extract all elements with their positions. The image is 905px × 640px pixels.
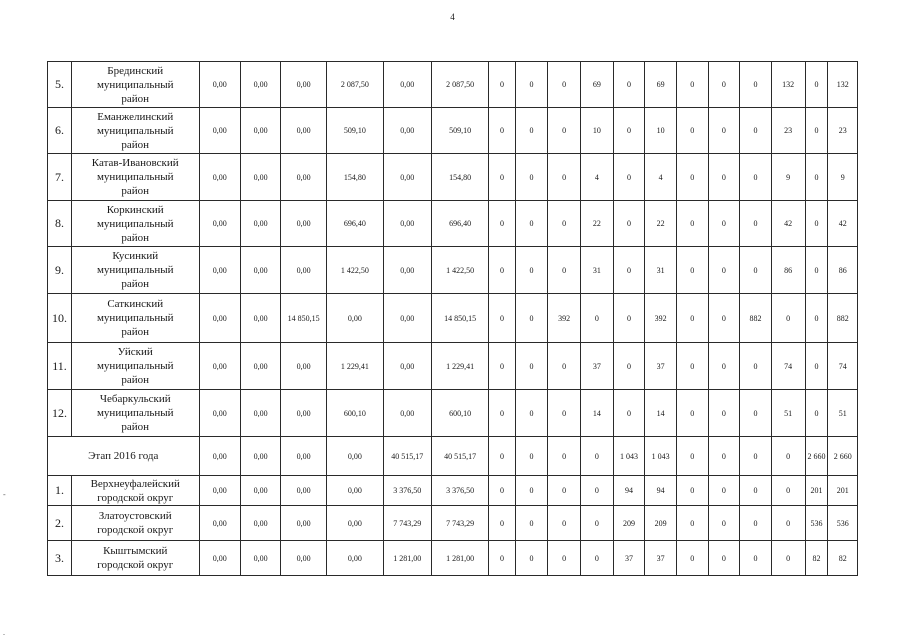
row-number: 12. xyxy=(48,390,72,437)
value-cell: 0 xyxy=(708,506,740,541)
value-cell: 9 xyxy=(771,154,805,201)
value-cell: 0,00 xyxy=(199,390,240,437)
value-cell: 0 xyxy=(489,62,515,108)
value-cell: 0 xyxy=(676,343,708,390)
margin-mark: - xyxy=(3,490,6,499)
value-cell: 0 xyxy=(613,390,645,437)
value-cell: 74 xyxy=(771,343,805,390)
value-cell: 0,00 xyxy=(281,506,327,541)
value-cell: 14 850,15 xyxy=(431,294,489,343)
municipality-name xyxy=(71,541,199,576)
page-number: 4 xyxy=(450,12,455,22)
value-cell: 536 xyxy=(805,506,828,541)
value-cell: 0 xyxy=(489,541,515,576)
table-row xyxy=(48,506,858,541)
value-cell: 1 422,50 xyxy=(327,247,384,294)
value-cell: 0 xyxy=(676,437,708,476)
name-line: муниципальный xyxy=(96,124,174,137)
name-line: Саткинский xyxy=(107,298,164,310)
value-cell: 0,00 xyxy=(240,437,280,476)
value-cell: 882 xyxy=(828,294,858,343)
value-cell: 392 xyxy=(548,294,581,343)
value-cell: 0 xyxy=(805,108,828,154)
value-cell: 0 xyxy=(548,437,581,476)
value-cell: 201 xyxy=(828,476,858,506)
value-cell: 0 xyxy=(676,108,708,154)
value-cell: 0 xyxy=(676,247,708,294)
municipality-name xyxy=(71,476,199,506)
value-cell: 0,00 xyxy=(281,201,327,247)
table-row xyxy=(48,294,858,343)
value-cell: 42 xyxy=(828,201,858,247)
value-cell: 0 xyxy=(708,390,740,437)
value-cell: 0 xyxy=(805,154,828,201)
value-cell: 0 xyxy=(740,154,772,201)
value-cell: 1 229,41 xyxy=(327,343,384,390)
municipality-name xyxy=(71,506,199,541)
value-cell: 0 xyxy=(676,62,708,108)
value-cell: 0 xyxy=(548,476,581,506)
value-cell: 0,00 xyxy=(199,294,240,343)
value-cell: 0 xyxy=(740,541,772,576)
value-cell: 0,00 xyxy=(383,294,431,343)
value-cell: 209 xyxy=(645,506,677,541)
value-cell: 0 xyxy=(515,108,548,154)
value-cell: 0 xyxy=(515,476,548,506)
value-cell: 0 xyxy=(515,247,548,294)
value-cell: 82 xyxy=(828,541,858,576)
value-cell: 1 229,41 xyxy=(431,343,489,390)
row-number: 2. xyxy=(48,506,72,541)
value-cell: 0 xyxy=(489,390,515,437)
row-number: 8. xyxy=(48,201,72,247)
value-cell: 94 xyxy=(645,476,677,506)
value-cell: 0,00 xyxy=(383,390,431,437)
value-cell: 0,00 xyxy=(281,541,327,576)
value-cell: 37 xyxy=(645,541,677,576)
value-cell: 0 xyxy=(581,541,614,576)
value-cell: 0,00 xyxy=(281,476,327,506)
value-cell: 40 515,17 xyxy=(383,437,431,476)
value-cell: 0,00 xyxy=(383,62,431,108)
name-line: Верхнеуфалейский xyxy=(90,477,180,490)
value-cell: 51 xyxy=(828,390,858,437)
value-cell: 9 xyxy=(828,154,858,201)
value-cell: 0 xyxy=(771,541,805,576)
value-cell: 0,00 xyxy=(383,108,431,154)
value-cell: 0,00 xyxy=(240,541,280,576)
value-cell: 209 xyxy=(613,506,645,541)
value-cell: 0,00 xyxy=(240,390,280,437)
value-cell: 2 087,50 xyxy=(431,62,489,108)
value-cell: 7 743,29 xyxy=(431,506,489,541)
value-cell: 0,00 xyxy=(281,343,327,390)
value-cell: 0 xyxy=(805,390,828,437)
value-cell: 0 xyxy=(805,343,828,390)
municipality-name xyxy=(71,108,199,154)
value-cell: 154,80 xyxy=(431,154,489,201)
value-cell: 0 xyxy=(548,108,581,154)
value-cell: 696,40 xyxy=(327,201,384,247)
name-line: Катав-Ивановский xyxy=(91,157,179,169)
table-body xyxy=(48,62,858,576)
name-line: Кусинкий xyxy=(112,250,159,262)
value-cell: 0,00 xyxy=(281,390,327,437)
value-cell: 14 xyxy=(645,390,677,437)
value-cell: 0,00 xyxy=(327,476,384,506)
name-line: муниципальный xyxy=(96,407,174,419)
value-cell: 0 xyxy=(740,201,772,247)
name-line: муниципальный xyxy=(96,171,174,183)
value-cell: 0,00 xyxy=(327,294,384,343)
value-cell: 31 xyxy=(581,247,614,294)
value-cell: 0 xyxy=(771,506,805,541)
value-cell: 0,00 xyxy=(281,154,327,201)
value-cell: 0,00 xyxy=(383,343,431,390)
table-row xyxy=(48,247,858,294)
value-cell: 0 xyxy=(548,201,581,247)
value-cell: 0,00 xyxy=(199,154,240,201)
row-number: 7. xyxy=(48,154,72,201)
value-cell: 392 xyxy=(645,294,677,343)
value-cell: 0,00 xyxy=(199,108,240,154)
value-cell: 0 xyxy=(708,154,740,201)
value-cell: 1 043 xyxy=(645,437,677,476)
value-cell: 0 xyxy=(515,294,548,343)
value-cell: 69 xyxy=(581,62,614,108)
value-cell: 0,00 xyxy=(240,62,280,108)
value-cell: 0 xyxy=(676,201,708,247)
value-cell: 0 xyxy=(489,294,515,343)
value-cell: 0 xyxy=(548,343,581,390)
value-cell: 2 660 xyxy=(805,437,828,476)
value-cell: 0 xyxy=(515,506,548,541)
name-line: Еманжелинский xyxy=(97,110,174,123)
value-cell: 37 xyxy=(613,541,645,576)
name-line: Уйский xyxy=(117,346,153,358)
value-cell: 0,00 xyxy=(199,437,240,476)
value-cell: 0 xyxy=(548,247,581,294)
value-cell: 0,00 xyxy=(199,62,240,108)
value-cell: 0 xyxy=(489,154,515,201)
value-cell: 0 xyxy=(771,476,805,506)
name-line: Чебаркульский xyxy=(99,393,171,405)
value-cell: 0 xyxy=(740,437,772,476)
value-cell: 0 xyxy=(613,108,645,154)
value-cell: 0 xyxy=(708,437,740,476)
municipality-name xyxy=(71,154,199,201)
value-cell: 69 xyxy=(645,62,677,108)
value-cell: 0,00 xyxy=(199,343,240,390)
value-cell: 0 xyxy=(613,343,645,390)
value-cell: 74 xyxy=(828,343,858,390)
value-cell: 0 xyxy=(676,476,708,506)
name-line: район xyxy=(121,374,150,386)
value-cell: 0 xyxy=(740,343,772,390)
value-cell: 0,00 xyxy=(240,247,280,294)
stage-label: Этап 2016 года xyxy=(48,437,200,476)
name-line: городской округ xyxy=(97,491,174,504)
table-row xyxy=(48,541,858,576)
value-cell: 0 xyxy=(515,390,548,437)
value-cell: 0 xyxy=(740,476,772,506)
name-line: район xyxy=(121,92,150,105)
value-cell: 0 xyxy=(548,390,581,437)
value-cell: 0 xyxy=(676,294,708,343)
value-cell: 82 xyxy=(805,541,828,576)
value-cell: 0 xyxy=(613,201,645,247)
name-line: район xyxy=(121,421,150,433)
value-cell: 0,00 xyxy=(383,247,431,294)
value-cell: 0,00 xyxy=(281,62,327,108)
value-cell: 0 xyxy=(489,108,515,154)
value-cell: 0,00 xyxy=(327,541,384,576)
value-cell: 0 xyxy=(676,506,708,541)
name-line: муниципальный xyxy=(96,78,174,91)
municipality-name xyxy=(71,343,199,390)
value-cell: 0,00 xyxy=(281,247,327,294)
value-cell: 0 xyxy=(740,247,772,294)
row-number: 5. xyxy=(48,62,72,108)
value-cell: 1 043 xyxy=(613,437,645,476)
value-cell: 0 xyxy=(581,476,614,506)
value-cell: 0,00 xyxy=(327,437,384,476)
value-cell: 22 xyxy=(645,201,677,247)
value-cell: 0 xyxy=(613,247,645,294)
table-row xyxy=(48,108,858,154)
value-cell: 3 376,50 xyxy=(383,476,431,506)
value-cell: 2 087,50 xyxy=(327,62,384,108)
row-number: 1. xyxy=(48,476,72,506)
value-cell: 42 xyxy=(771,201,805,247)
value-cell: 0 xyxy=(548,62,581,108)
value-cell: 0 xyxy=(548,506,581,541)
value-cell: 0,00 xyxy=(199,506,240,541)
value-cell: 0 xyxy=(581,437,614,476)
value-cell: 0 xyxy=(489,476,515,506)
name-line: район xyxy=(121,231,150,244)
value-cell: 0 xyxy=(708,247,740,294)
value-cell: 0 xyxy=(740,506,772,541)
value-cell: 0 xyxy=(805,294,828,343)
value-cell: 0 xyxy=(489,437,515,476)
margin-mark: . xyxy=(3,628,5,637)
value-cell: 0 xyxy=(740,390,772,437)
value-cell: 0,00 xyxy=(327,506,384,541)
value-cell: 0 xyxy=(708,108,740,154)
table-row xyxy=(48,154,858,201)
value-cell: 2 660 xyxy=(828,437,858,476)
value-cell: 22 xyxy=(581,201,614,247)
value-cell: 509,10 xyxy=(327,108,384,154)
value-cell: 0 xyxy=(515,437,548,476)
row-number: 10. xyxy=(48,294,72,343)
value-cell: 201 xyxy=(805,476,828,506)
value-cell: 536 xyxy=(828,506,858,541)
table-row xyxy=(48,343,858,390)
name-line: Коркинский xyxy=(106,203,164,216)
value-cell: 0,00 xyxy=(199,541,240,576)
value-cell: 0 xyxy=(708,201,740,247)
value-cell: 10 xyxy=(645,108,677,154)
stage-row xyxy=(48,437,858,476)
value-cell: 0,00 xyxy=(383,154,431,201)
value-cell: 0 xyxy=(581,506,614,541)
municipality-name xyxy=(71,62,199,108)
value-cell: 0,00 xyxy=(281,437,327,476)
value-cell: 14 xyxy=(581,390,614,437)
name-line: муниципальный xyxy=(96,217,174,230)
value-cell: 0 xyxy=(676,154,708,201)
value-cell: 4 xyxy=(645,154,677,201)
value-cell: 0,00 xyxy=(240,506,280,541)
data-table xyxy=(47,61,858,576)
municipality-name xyxy=(71,294,199,343)
value-cell: 0,00 xyxy=(240,154,280,201)
value-cell: 0 xyxy=(613,62,645,108)
value-cell: 0,00 xyxy=(240,476,280,506)
value-cell: 0 xyxy=(771,294,805,343)
value-cell: 132 xyxy=(771,62,805,108)
value-cell: 0 xyxy=(613,294,645,343)
value-cell: 0 xyxy=(515,201,548,247)
name-line: Златоустовский xyxy=(98,510,172,522)
municipality-name xyxy=(71,201,199,247)
value-cell: 37 xyxy=(645,343,677,390)
value-cell: 0 xyxy=(489,201,515,247)
value-cell: 0 xyxy=(515,62,548,108)
value-cell: 0 xyxy=(708,541,740,576)
row-number: 3. xyxy=(48,541,72,576)
value-cell: 0 xyxy=(708,476,740,506)
value-cell: 0 xyxy=(740,62,772,108)
value-cell: 0 xyxy=(489,247,515,294)
value-cell: 154,80 xyxy=(327,154,384,201)
value-cell: 0 xyxy=(708,294,740,343)
value-cell: 0 xyxy=(489,343,515,390)
value-cell: 0,00 xyxy=(240,108,280,154)
value-cell: 51 xyxy=(771,390,805,437)
value-cell: 37 xyxy=(581,343,614,390)
value-cell: 0,00 xyxy=(199,247,240,294)
value-cell: 4 xyxy=(581,154,614,201)
value-cell: 0,00 xyxy=(383,201,431,247)
value-cell: 0 xyxy=(708,343,740,390)
value-cell: 86 xyxy=(771,247,805,294)
value-cell: 0 xyxy=(515,541,548,576)
value-cell: 1 281,00 xyxy=(383,541,431,576)
value-cell: 0 xyxy=(771,437,805,476)
value-cell: 0 xyxy=(515,154,548,201)
value-cell: 0 xyxy=(740,108,772,154)
value-cell: 1 281,00 xyxy=(431,541,489,576)
value-cell: 0 xyxy=(676,390,708,437)
table-row xyxy=(48,390,858,437)
value-cell: 23 xyxy=(828,108,858,154)
value-cell: 1 422,50 xyxy=(431,247,489,294)
value-cell: 696,40 xyxy=(431,201,489,247)
name-line: городской округ xyxy=(97,524,174,536)
value-cell: 40 515,17 xyxy=(431,437,489,476)
value-cell: 3 376,50 xyxy=(431,476,489,506)
value-cell: 882 xyxy=(740,294,772,343)
value-cell: 7 743,29 xyxy=(383,506,431,541)
value-cell: 31 xyxy=(645,247,677,294)
value-cell: 0,00 xyxy=(240,294,280,343)
name-line: муниципальный xyxy=(96,312,174,324)
value-cell: 0 xyxy=(708,62,740,108)
name-line: городской округ xyxy=(97,559,174,571)
value-cell: 0 xyxy=(805,62,828,108)
value-cell: 600,10 xyxy=(327,390,384,437)
value-cell: 132 xyxy=(828,62,858,108)
name-line: район xyxy=(121,138,150,151)
name-line: район xyxy=(121,185,150,197)
value-cell: 0,00 xyxy=(199,476,240,506)
name-line: район xyxy=(121,326,150,338)
value-cell: 0 xyxy=(548,154,581,201)
value-cell: 0,00 xyxy=(281,108,327,154)
name-line: муниципальный xyxy=(96,360,174,372)
municipality-name xyxy=(71,247,199,294)
value-cell: 0,00 xyxy=(199,201,240,247)
name-line: район xyxy=(121,278,150,290)
name-line: Брединский xyxy=(107,64,164,77)
value-cell: 0,00 xyxy=(240,343,280,390)
row-number: 6. xyxy=(48,108,72,154)
name-line: Кыштымский xyxy=(103,545,168,557)
table-row xyxy=(48,62,858,108)
value-cell: 0 xyxy=(613,154,645,201)
value-cell: 0 xyxy=(581,294,614,343)
name-line: муниципальный xyxy=(96,264,174,276)
row-number: 11. xyxy=(48,343,72,390)
value-cell: 600,10 xyxy=(431,390,489,437)
value-cell: 0 xyxy=(548,541,581,576)
municipality-name xyxy=(71,390,199,437)
value-cell: 0 xyxy=(805,247,828,294)
value-cell: 0,00 xyxy=(240,201,280,247)
table-row xyxy=(48,201,858,247)
value-cell: 0 xyxy=(515,343,548,390)
row-number: 9. xyxy=(48,247,72,294)
value-cell: 0 xyxy=(676,541,708,576)
value-cell: 509,10 xyxy=(431,108,489,154)
value-cell: 94 xyxy=(613,476,645,506)
value-cell: 0 xyxy=(489,506,515,541)
value-cell: 23 xyxy=(771,108,805,154)
value-cell: 10 xyxy=(581,108,614,154)
table-row xyxy=(48,476,858,506)
value-cell: 86 xyxy=(828,247,858,294)
value-cell: 14 850,15 xyxy=(281,294,327,343)
value-cell: 0 xyxy=(805,201,828,247)
